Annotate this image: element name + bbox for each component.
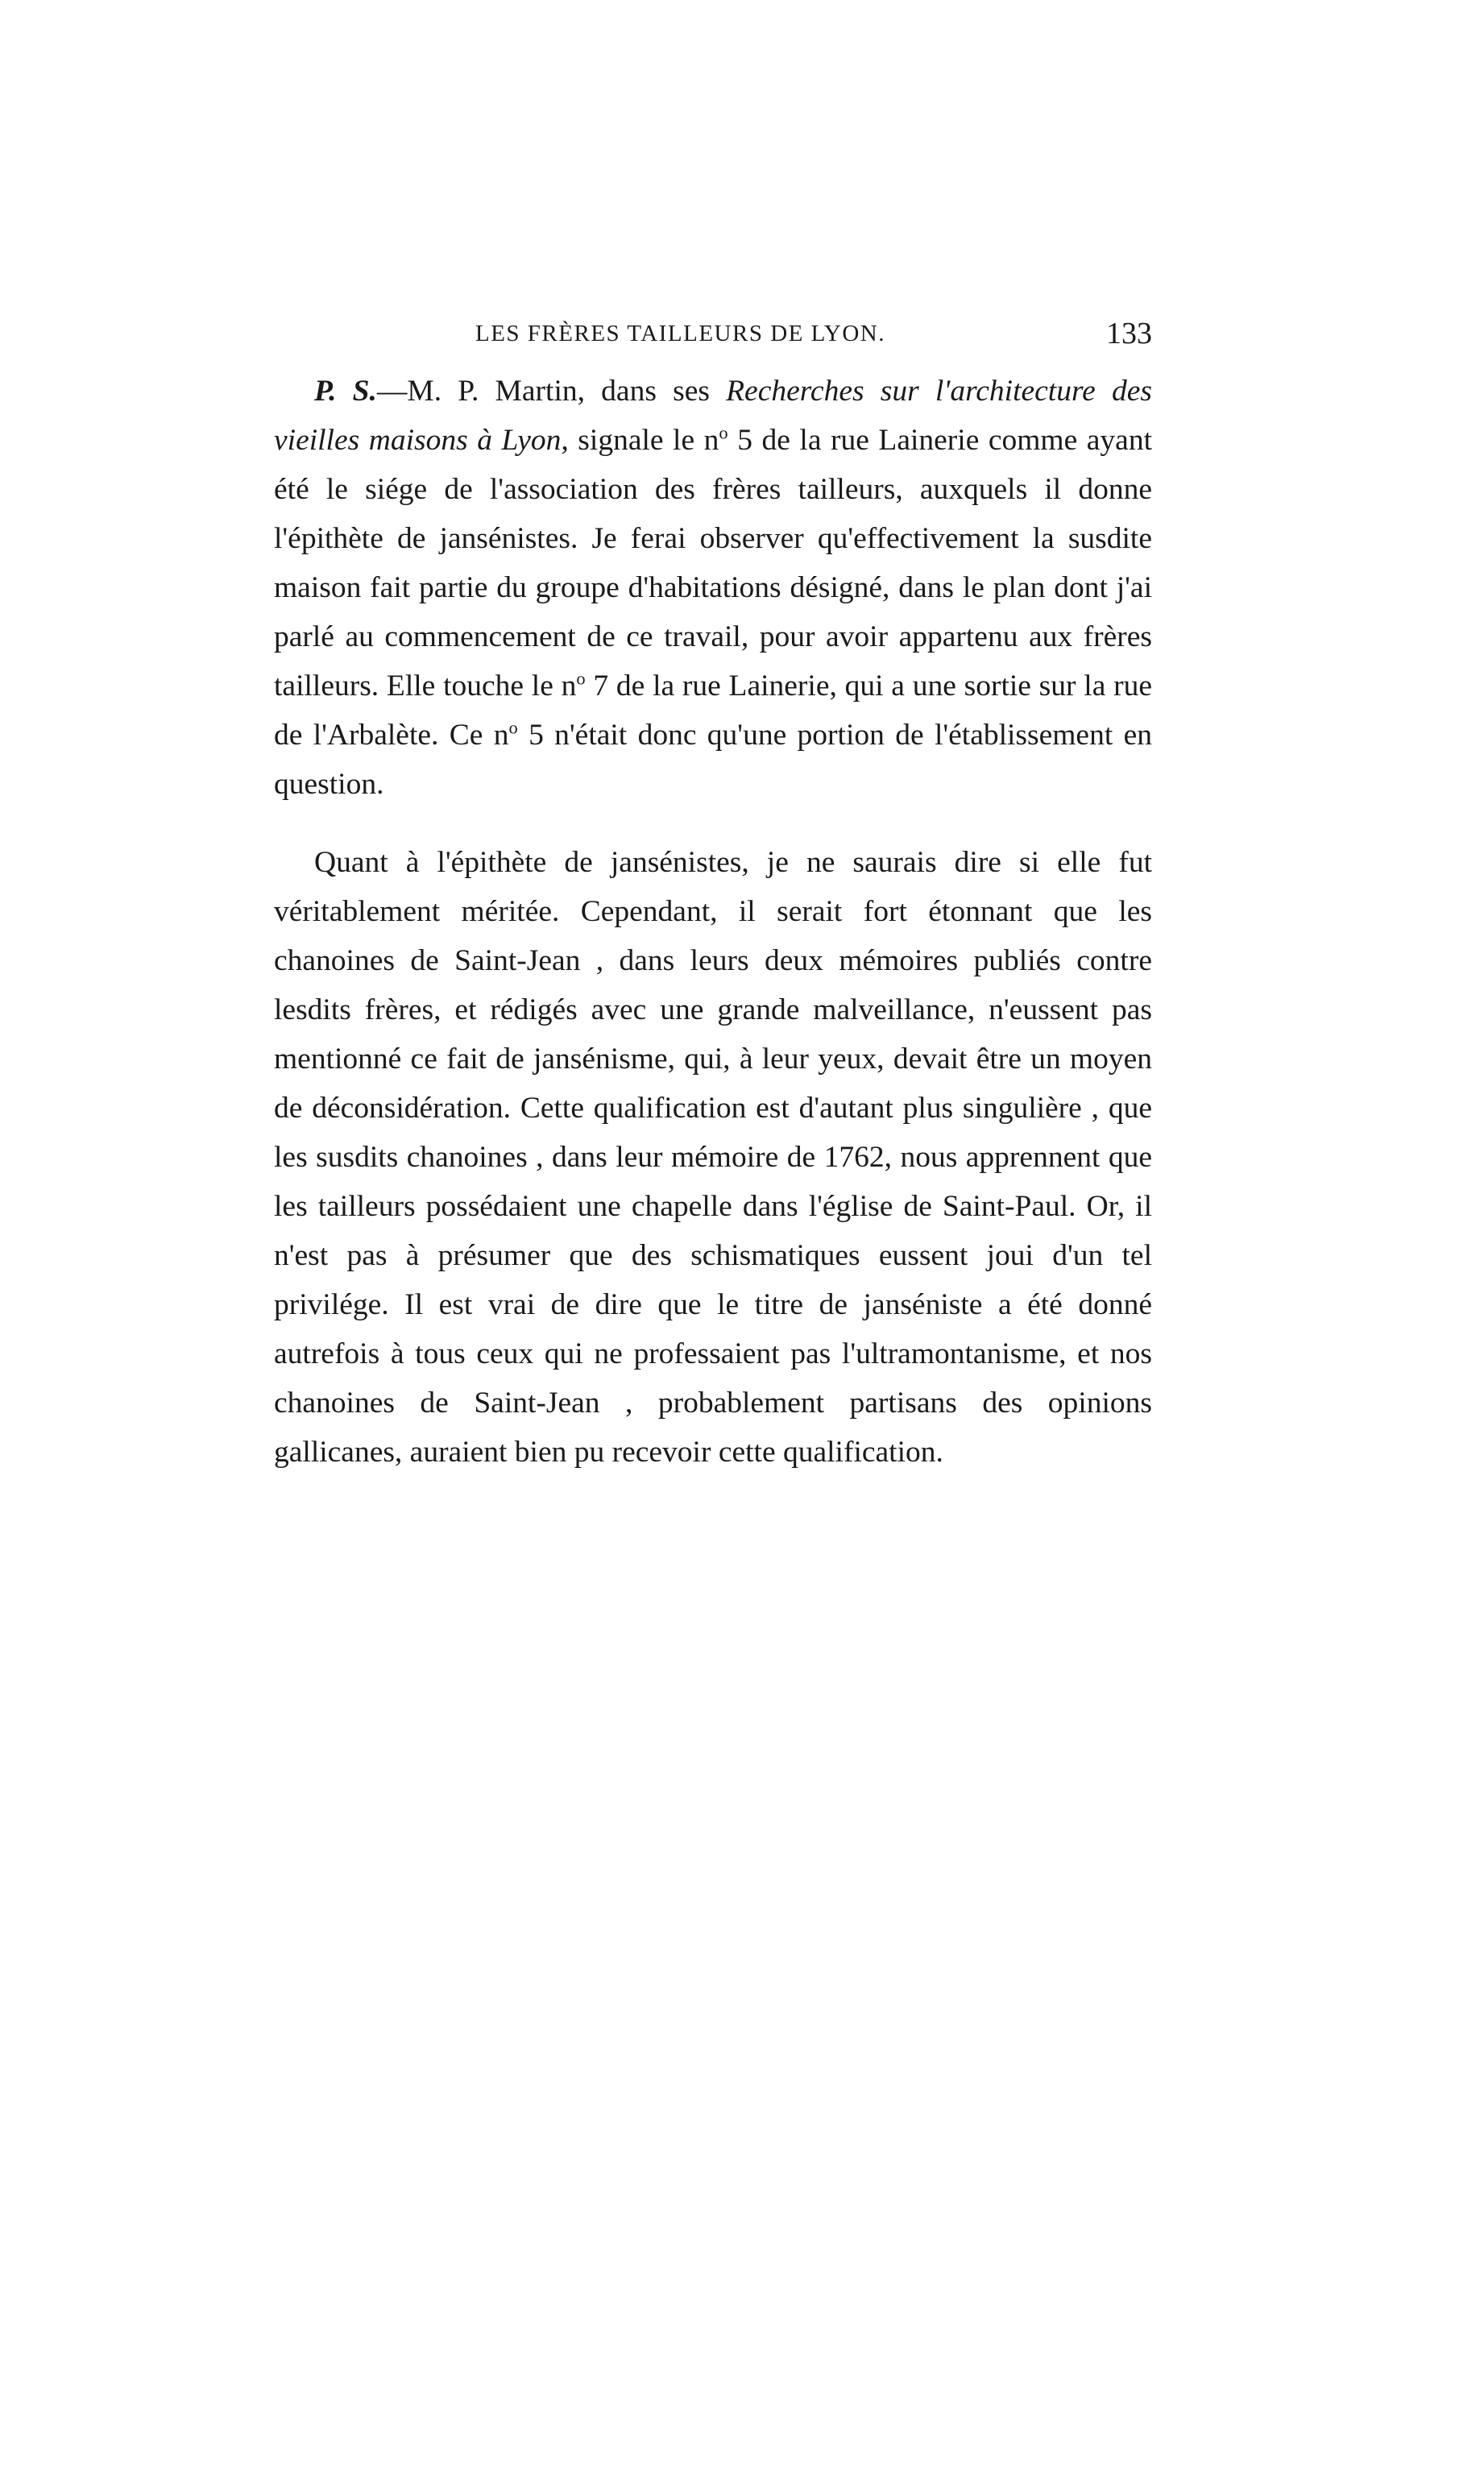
postscript-label: P. S. [314,375,377,408]
running-title: LES FRÈRES TAILLEURS DE LYON. [475,321,886,346]
paragraph-text: 5 n'était donc qu'une portion de l'établissement en question. [274,719,1152,801]
paragraph-jansenists: Quant à l'épithète de jansénistes, je ne saurais dire si elle fut véritablement méritée. Cependant, il serait fort étonnant que les chanoines de Saint-Jean , dans leurs deux mémoires publiés contre lesdits frères, et rédigés avec une grande malveillance, n'eussent pas mentionné ce fait de jansénisme, qui, à leur yeux, devait être un moyen de déconsidération. Cette qualification est d'autant plus singulière , que les susdits chanoines , dans leur mémoire de 1762, nous apprennent que les tailleurs possédaient une chapelle dans l'église de Saint-Paul. Or, il n'est pas à présumer que des schismatiques eussent joui d'un tel privilége. Il est vrai de dire que le titre de janséniste a été donné autrefois à tous ceux qui ne professaient pas l'ultramontanisme, et nos chanoines de Saint-Jean , probablement partisans des opinions gallicanes, auraient bien pu recevoir cette qualification. [274,846,1152,1469]
main-text [274,367,1152,1477]
paragraph-postscript [274,367,1152,809]
page-number: 133 [1106,317,1152,350]
paragraph-text: 7 de la rue Lainerie, qui a une sortie sur la rue de l'Arbalète. Ce n [274,669,1152,752]
superscript: o [576,668,586,689]
superscript: o [719,422,728,443]
running-head [274,317,1152,361]
paragraph-text: —M. P. Martin, dans ses [376,375,727,408]
paragraph-text: 5 de la rue Lainerie comme ayant été le siége de l'association des frères tailleurs, auxquels il donne l'épithète de jansénistes. Je ferai observer qu'effectivement la susdite maison fait partie du groupe d'habitations désigné, dans le plan dont j'ai parlé au commencement de ce travail, pour avoir appartenu aux frères tailleurs. Elle touche le n [274,424,1152,703]
paragraph-text: signale le n [568,424,719,457]
cited-work-title: Recherches sur l'architecture des vieilles maisons à Lyon, [274,375,1152,457]
superscript: o [508,717,518,738]
